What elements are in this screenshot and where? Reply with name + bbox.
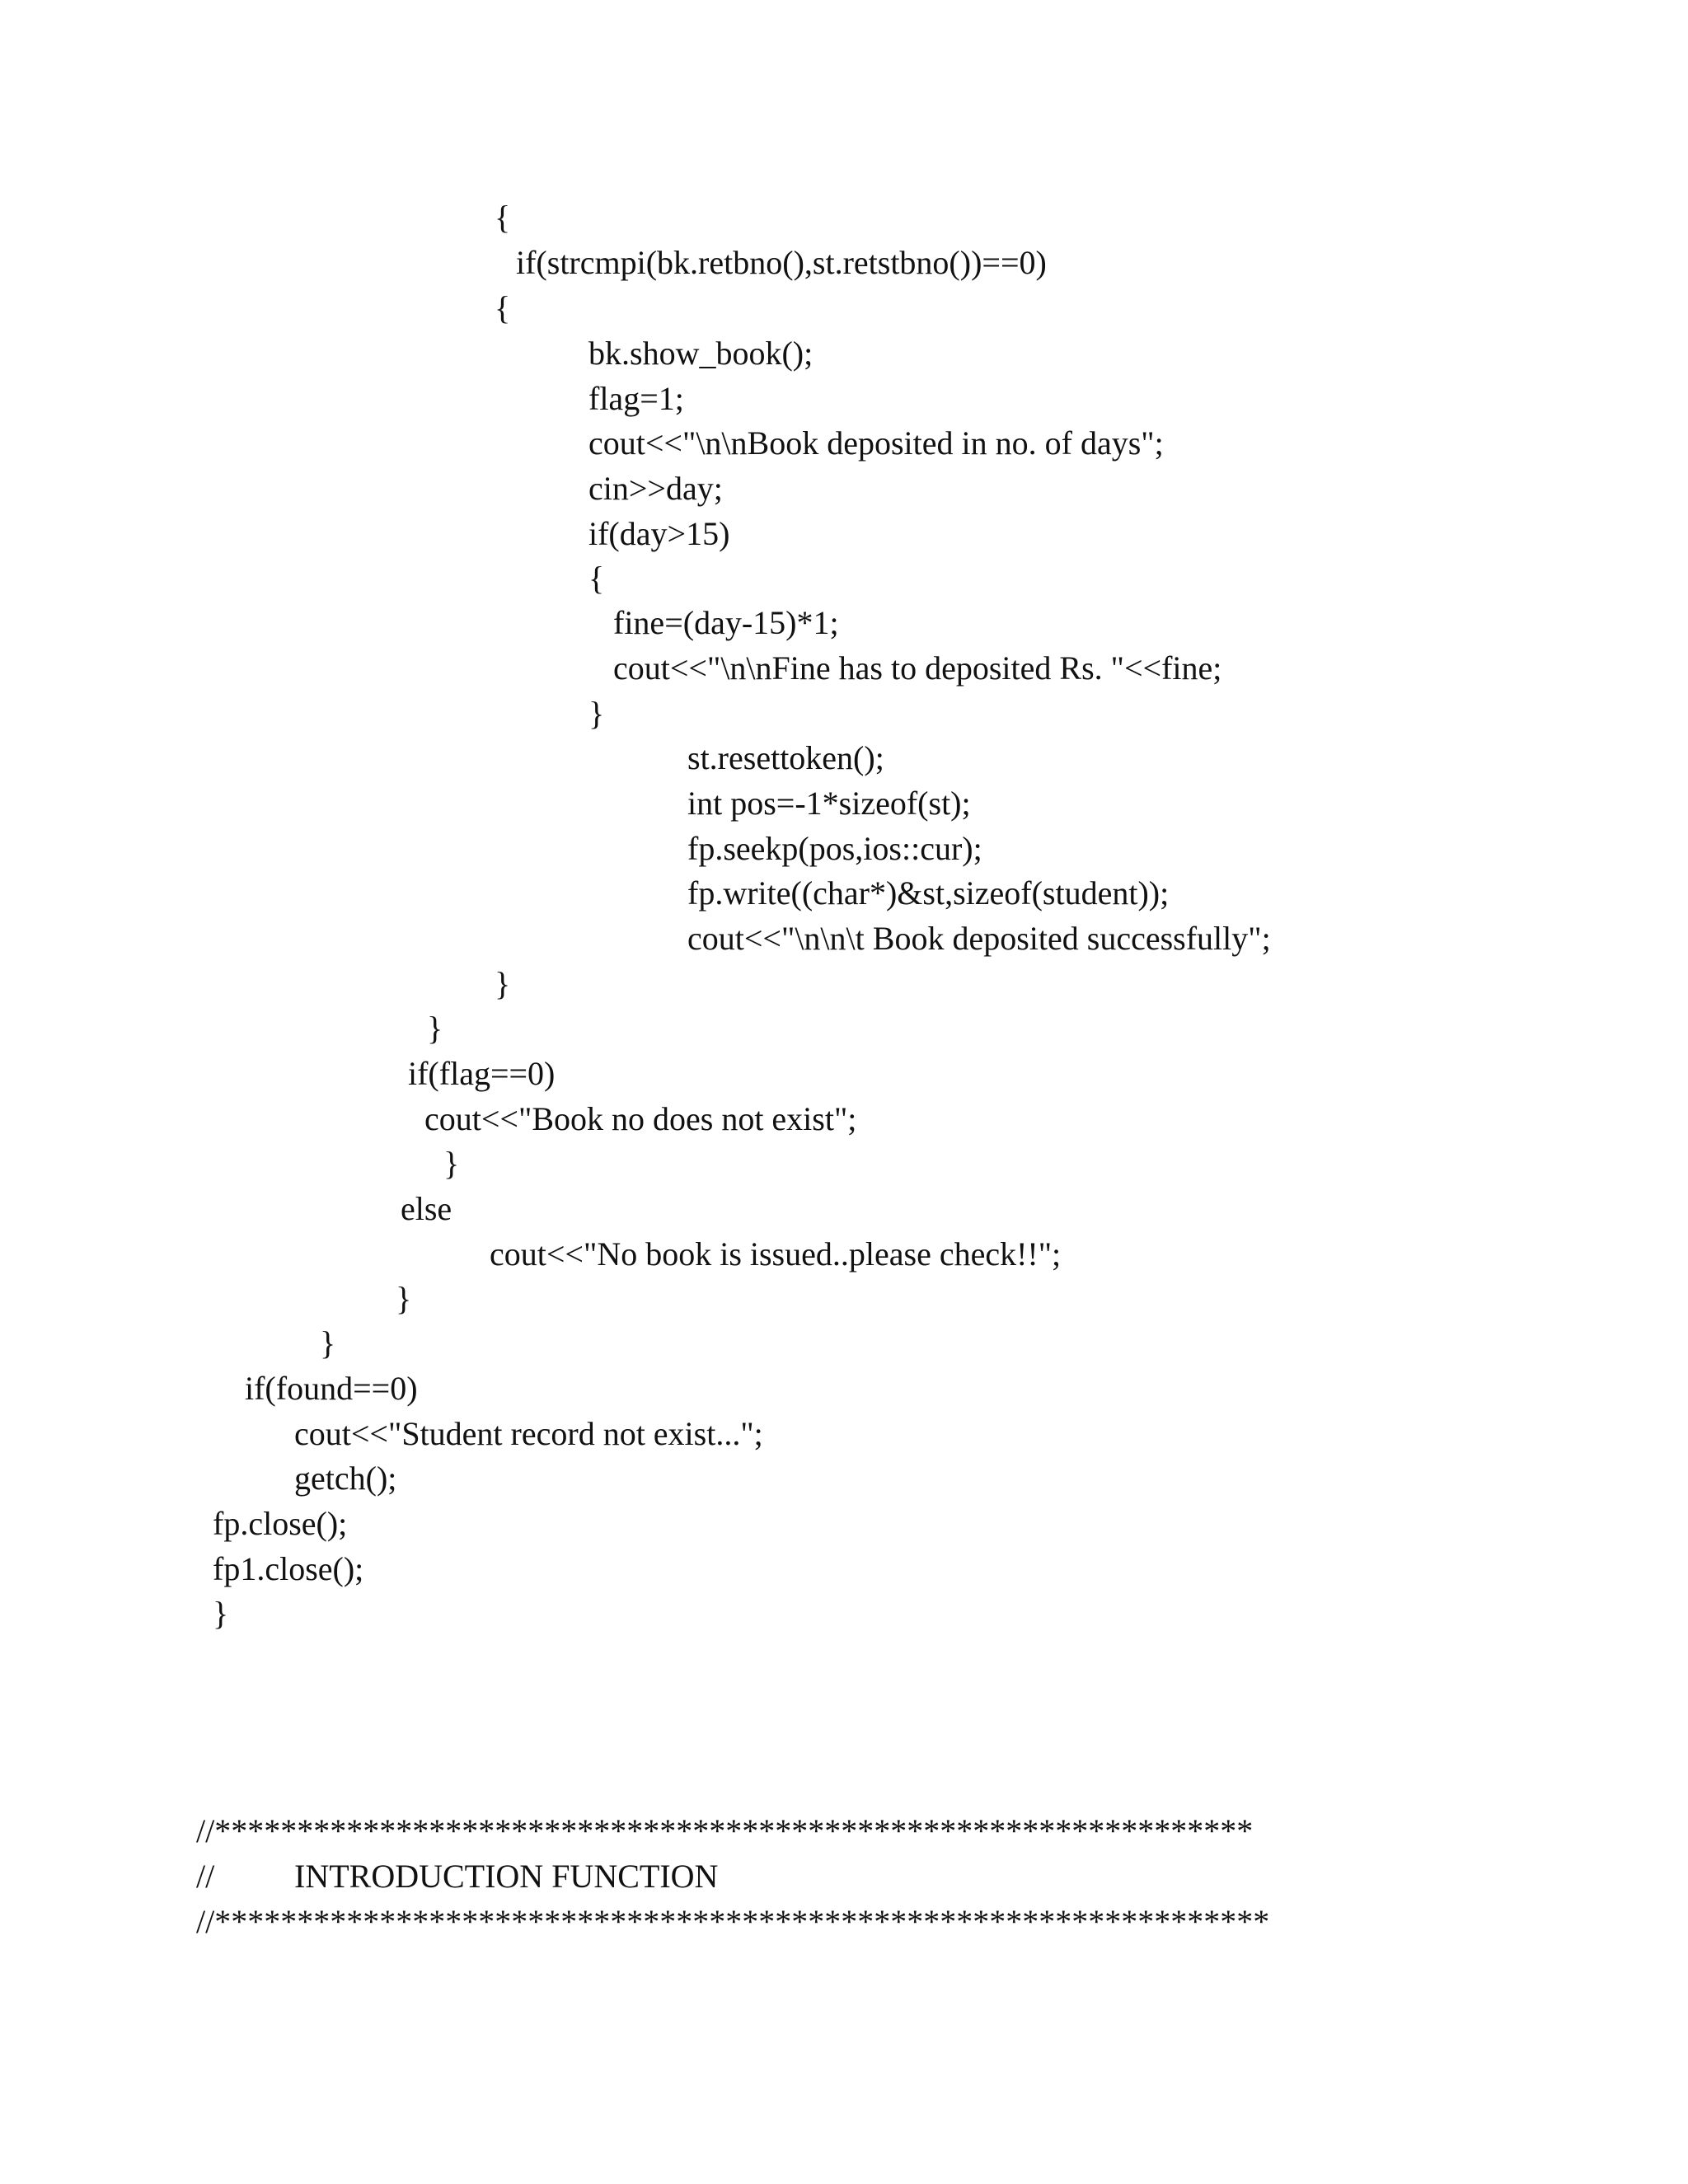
code-line-8: if(day>15) <box>588 515 730 552</box>
code-line-4: bk.show_book(); <box>588 335 814 372</box>
code-line-20: if(flag==0) <box>408 1055 556 1092</box>
code-line-6: cout<<"\n\nBook deposited in no. of days"; <box>588 424 1164 462</box>
code-line-19: } <box>427 1010 443 1047</box>
comment-heading-prefix: // <box>196 1858 215 1895</box>
code-line-23: else <box>401 1190 452 1227</box>
code-line-17: cout<<"\n\n\t Book deposited successfully"; <box>687 920 1271 957</box>
code-line-27: if(found==0) <box>245 1370 418 1407</box>
code-line-31: fp1.close(); <box>213 1550 364 1587</box>
code-line-14: int pos=-1*sizeof(st); <box>687 785 971 822</box>
code-line-5: flag=1; <box>588 380 684 417</box>
code-line-18: } <box>495 965 511 1002</box>
comment-top-rule: //*************************************************************** <box>196 1812 1254 1849</box>
comment-bottom-rule: //**************************************************************** <box>196 1903 1270 1940</box>
code-line-26: } <box>320 1324 336 1361</box>
code-line-15: fp.seekp(pos,ios::cur); <box>687 830 982 867</box>
code-line-9: { <box>588 560 605 597</box>
code-line-11: cout<<"\n\nFine has to deposited Rs. "<<fine; <box>613 649 1222 687</box>
code-line-22: } <box>443 1145 460 1182</box>
code-line-25: } <box>396 1280 412 1317</box>
code-line-21: cout<<"Book no does not exist"; <box>424 1100 857 1137</box>
code-line-2: if(strcmpi(bk.retbno(),st.retstbno())==0) <box>516 244 1047 281</box>
code-line-24: cout<<"No book is issued..please check!!"; <box>490 1235 1062 1272</box>
code-line-32: } <box>213 1595 229 1632</box>
code-line-16: fp.write((char*)&st,sizeof(student)); <box>687 874 1170 912</box>
code-line-7: cin>>day; <box>588 470 723 507</box>
code-line-28: cout<<"Student record not exist..."; <box>294 1415 763 1452</box>
code-line-29: getch(); <box>294 1460 397 1497</box>
code-line-12: } <box>588 695 605 732</box>
comment-heading-text: INTRODUCTION FUNCTION <box>294 1858 719 1895</box>
code-line-1: { <box>495 199 511 236</box>
code-line-10: fine=(day-15)*1; <box>613 604 839 641</box>
code-line-13: st.resettoken(); <box>687 739 884 776</box>
code-line-30: fp.close(); <box>213 1505 348 1542</box>
code-line-3: { <box>495 289 511 326</box>
